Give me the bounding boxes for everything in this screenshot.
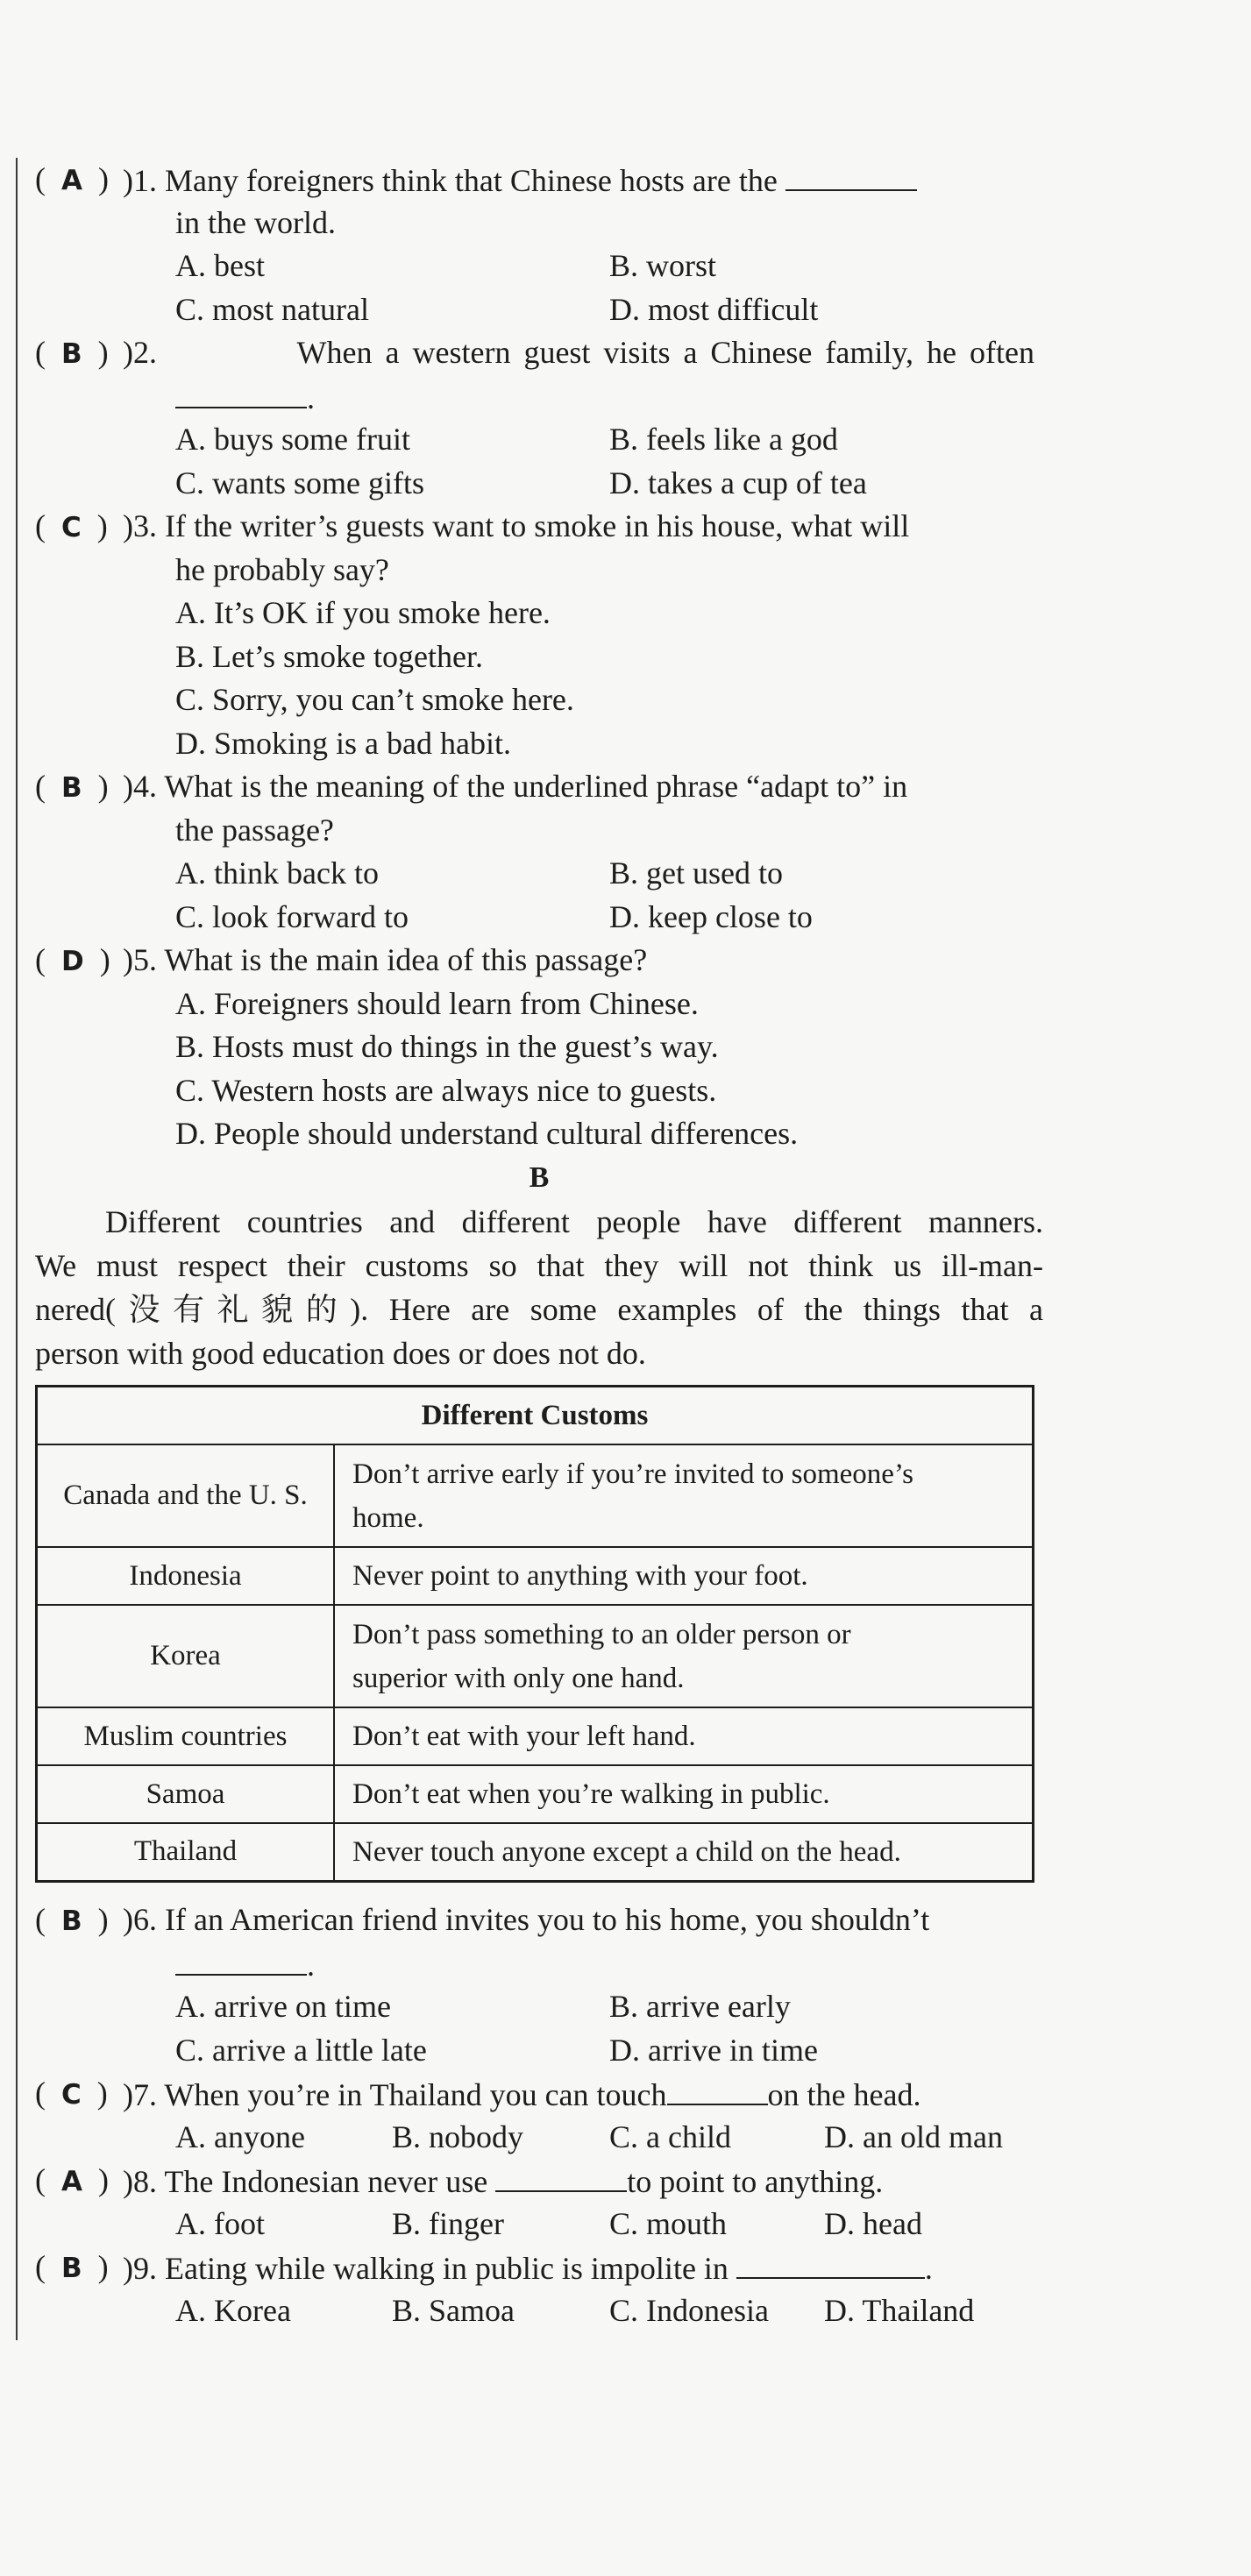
- option-c: C. a child: [609, 2118, 731, 2154]
- country-cell: Korea: [37, 1605, 335, 1707]
- answer-blank: [175, 1942, 307, 1976]
- question-number: )1.: [123, 163, 157, 198]
- question-stem: If an American friend invites you to his home, you shouldn’t: [165, 1902, 930, 1937]
- passage-line: nered(没有礼貌的). Here are some examples of the things that a: [35, 1291, 1043, 1327]
- option-d: D. most difficult: [609, 291, 819, 327]
- passage-line: We must respect their customs so that they will not think us ill-man-: [35, 1247, 1043, 1283]
- question-stem-end: .: [924, 2251, 933, 2286]
- rule-line: Never touch anyone except a child on the head.: [352, 1835, 901, 1868]
- question-stem-line2: the passage?: [175, 812, 334, 848]
- answer-mark: B: [61, 1905, 82, 1937]
- option-a: A. Korea: [175, 2292, 291, 2328]
- answer-blank: [175, 375, 307, 408]
- answer-bracket: ( C ): [35, 508, 108, 543]
- table-row: [37, 1765, 1034, 1823]
- table-row: [37, 1707, 1034, 1765]
- question-stem: Many foreigners think that Chinese hosts are the: [165, 163, 778, 198]
- option-d: D. takes a cup of tea: [609, 465, 867, 500]
- option-d: D. keep close to: [609, 898, 813, 934]
- option-a: A. arrive on time: [175, 1989, 391, 2024]
- question-stem-end: .: [307, 1947, 315, 1983]
- option-b: B. feels like a god: [609, 422, 838, 457]
- option-b: B. get used to: [609, 855, 783, 891]
- answer-bracket: ( B ): [35, 2249, 109, 2284]
- rule-cell: [334, 1547, 1034, 1605]
- question-stem: What is the main idea of this passage?: [164, 942, 648, 977]
- question-stem-line2: in the world.: [175, 204, 336, 240]
- country-cell: Indonesia: [37, 1547, 335, 1605]
- rule-line: Don’t eat with your left hand.: [352, 1721, 696, 1752]
- question-stem: When you’re in Thailand you can touch: [164, 2077, 667, 2112]
- option-c: C. mouth: [609, 2205, 728, 2241]
- rule-line: Don’t eat when you’re walking in public.: [352, 1778, 830, 1810]
- option-d: D. head: [824, 2205, 922, 2241]
- left-margin-rule: [16, 158, 18, 2340]
- table-row: [37, 1444, 1034, 1547]
- option-d: D. Thailand: [824, 2292, 975, 2328]
- question-stem: When a western guest visits a Chinese family, he often: [296, 335, 1034, 370]
- option-c: C. Indonesia: [609, 2292, 769, 2328]
- question-1: [35, 158, 1043, 331]
- answer-blank: [495, 2159, 627, 2192]
- answer-bracket: ( A ): [35, 2162, 109, 2197]
- option-b: B. finger: [392, 2205, 504, 2241]
- answer-blank: [667, 2072, 768, 2105]
- question-6: [35, 1898, 1043, 2072]
- question-3: [35, 505, 1043, 765]
- option-a: A. best: [175, 248, 265, 283]
- option-c: C. most natural: [175, 291, 369, 327]
- rule-line: Don’t arrive early if you’re invited to someone’s: [352, 1458, 913, 1490]
- option-b: B. arrive early: [609, 1989, 791, 2024]
- rule-line: superior with only one hand.: [352, 1662, 685, 1694]
- question-7: [35, 2072, 1043, 2159]
- option-b: B. Samoa: [392, 2292, 515, 2328]
- passage: [35, 1200, 1043, 1375]
- option-d: D. an old man: [824, 2118, 1003, 2154]
- rule-line: Never point to anything with your foot.: [352, 1560, 808, 1592]
- option-b: B. nobody: [392, 2118, 524, 2154]
- questions-part-b: [35, 1898, 1043, 2332]
- answer-blank: [785, 158, 917, 191]
- question-number: )8.: [123, 2164, 157, 2199]
- answer-mark: C: [61, 512, 82, 543]
- option-a: A. anyone: [175, 2118, 305, 2154]
- table-row: [37, 1823, 1034, 1881]
- rule-line: Don’t pass something to an older person or: [352, 1618, 851, 1650]
- question-2: [35, 331, 1043, 505]
- answer-bracket: ( C ): [35, 2076, 108, 2111]
- answer-mark: A: [61, 165, 82, 196]
- option-a: A. think back to: [175, 855, 379, 891]
- option-d: D. arrive in time: [609, 2032, 818, 2068]
- table-row: [37, 1605, 1034, 1707]
- section-title: B: [529, 1160, 550, 1194]
- question-number: )7.: [123, 2077, 157, 2112]
- question-5: [35, 939, 1043, 1156]
- option-d: D. Smoking is a bad habit.: [175, 725, 511, 761]
- question-number: )4.: [123, 769, 157, 804]
- question-stem: The Indonesian never use: [164, 2164, 488, 2199]
- customs-table: [35, 1385, 1034, 1883]
- option-b: B. worst: [609, 248, 717, 283]
- option-d: D. People should understand cultural differences.: [175, 1116, 799, 1151]
- question-9: [35, 2246, 1043, 2332]
- passage-line: Different countries and different people have different manners.: [105, 1203, 1043, 1239]
- answer-mark: B: [61, 338, 82, 370]
- country-cell: Samoa: [37, 1765, 335, 1823]
- rule-cell: [334, 1444, 1034, 1547]
- passage-line: person with good education does or does not do.: [35, 1335, 646, 1371]
- country-cell: Thailand: [37, 1823, 335, 1881]
- question-stem: If the writer’s guests want to smoke in his house, what will: [165, 508, 910, 543]
- option-a: A. It’s OK if you smoke here.: [175, 595, 551, 630]
- answer-bracket: ( B ): [35, 769, 109, 804]
- answer-mark: A: [61, 2166, 82, 2197]
- question-number: )6.: [123, 1902, 157, 1937]
- table-row: [37, 1547, 1034, 1605]
- country-cell: Muslim countries: [37, 1707, 335, 1765]
- question-number: )2.: [123, 335, 157, 370]
- worksheet-page: [35, 158, 1043, 1375]
- option-b: B. Let’s smoke together.: [175, 638, 483, 674]
- option-a: A. buys some fruit: [175, 422, 410, 457]
- rule-cell: [334, 1823, 1034, 1881]
- question-8: [35, 2159, 1043, 2246]
- table-title: Different Customs: [37, 1387, 1034, 1445]
- question-number: )5.: [123, 942, 157, 977]
- answer-bracket: ( B ): [35, 335, 109, 370]
- question-stem: Eating while walking in public is impolite in: [165, 2251, 729, 2286]
- answer-mark: D: [61, 946, 84, 977]
- question-number: )3.: [123, 508, 157, 543]
- answer-bracket: ( D ): [35, 942, 110, 977]
- answer-blank: [736, 2246, 925, 2279]
- answer-bracket: ( A ): [35, 161, 109, 196]
- answer-bracket: ( B ): [35, 1902, 109, 1937]
- rule-cell: [334, 1765, 1034, 1823]
- question-number: )9.: [123, 2251, 157, 2286]
- rule-cell: [334, 1707, 1034, 1765]
- option-b: B. Hosts must do things in the guest’s way.: [175, 1029, 719, 1064]
- option-a: A. foot: [175, 2205, 265, 2241]
- answer-mark: B: [61, 772, 82, 804]
- option-c: C. arrive a little late: [175, 2032, 427, 2068]
- country-cell: Canada and the U. S.: [37, 1444, 335, 1547]
- option-c: C. Sorry, you can’t smoke here.: [175, 682, 574, 717]
- question-stem-line2: he probably say?: [175, 551, 389, 587]
- answer-mark: C: [61, 2079, 82, 2111]
- question-4: [35, 765, 1043, 939]
- question-stem-end: .: [307, 380, 315, 415]
- question-stem-end: to point to anything.: [627, 2164, 884, 2199]
- rule-cell: [334, 1605, 1034, 1707]
- option-c: C. look forward to: [175, 898, 409, 934]
- rule-line: home.: [352, 1501, 424, 1534]
- question-stem-end: on the head.: [767, 2077, 921, 2112]
- option-c: C. Western hosts are always nice to guests.: [175, 1072, 717, 1108]
- option-a: A. Foreigners should learn from Chinese.: [175, 985, 699, 1021]
- option-c: C. wants some gifts: [175, 465, 424, 500]
- question-stem: What is the meaning of the underlined phrase “adapt to” in: [164, 769, 908, 804]
- answer-mark: B: [61, 2253, 82, 2284]
